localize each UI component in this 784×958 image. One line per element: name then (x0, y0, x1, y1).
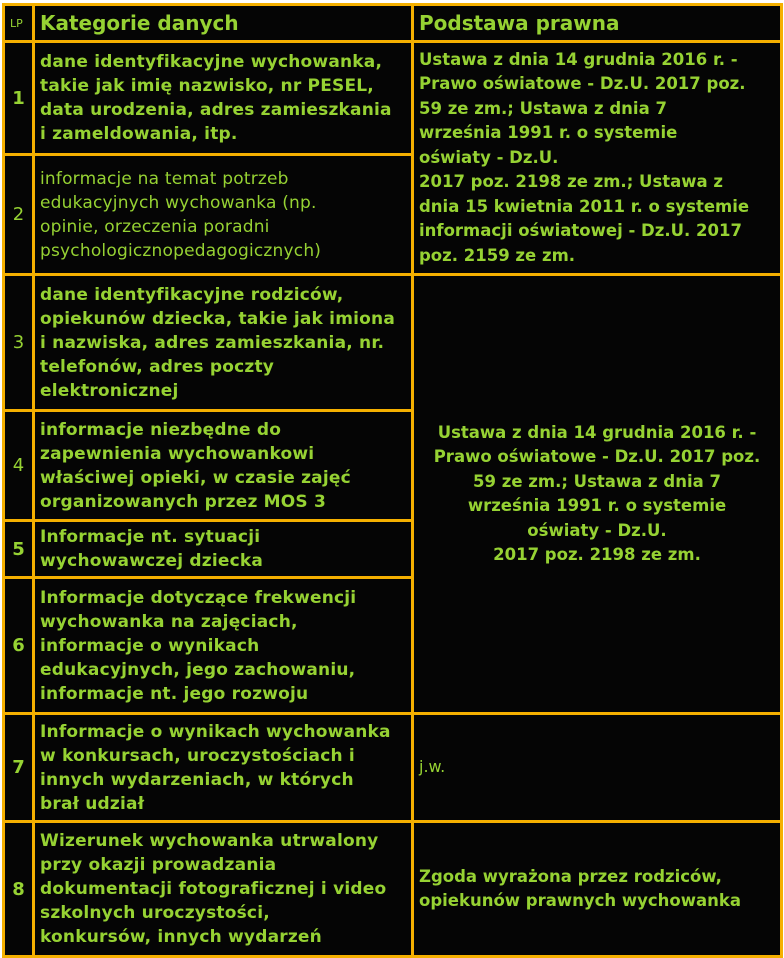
text-line: 59 ze zm.; Ustawa z dnia 7 (419, 98, 667, 118)
text-line: Ustawa z dnia 14 grudnia 2016 r. - (437, 422, 757, 442)
row-number: 4 (4, 411, 34, 521)
header-lp: LP (4, 5, 34, 42)
text-line: oświaty - Dz.U. (419, 147, 559, 167)
text-line: informacji oświatowej - Dz.U. 2017 (419, 221, 742, 241)
text-line: innych wydarzeniach, w których (40, 769, 354, 790)
category-cell (34, 275, 413, 411)
text-line: Zgoda wyrażona przez rodziców, (419, 866, 722, 886)
text-line: dane identyfikacyjne rodziców, (40, 284, 344, 305)
category-cell (34, 411, 413, 521)
table-row (4, 42, 782, 155)
table-row (4, 714, 782, 822)
text-line: informacje niezbędne do (40, 419, 282, 440)
text-line: informacje o wynikach (40, 635, 260, 656)
text-line: j.w. (419, 757, 446, 777)
row-number: 7 (4, 714, 34, 822)
text-line: września 1991 r. o systemie (419, 123, 678, 143)
header-category: Kategorie danych (34, 5, 413, 42)
text-line: 2017 poz. 2198 ze zm.; Ustawa z (419, 172, 724, 192)
text-line: dokumentacji fotograficznej i video (40, 879, 387, 899)
row-number: 6 (4, 578, 34, 714)
text-line: edukacyjnych wychowanka (np. (40, 192, 317, 213)
text-line: opiekunów prawnych wychowanka (419, 891, 741, 910)
text-line: edukacyjnych, jego zachowaniu, (40, 659, 356, 680)
text-line: oświaty - Dz.U. (527, 520, 667, 540)
text-line: szkolnych uroczystości, (40, 903, 270, 923)
text-line: takie jak imię nazwisko, nr PESEL, (40, 76, 374, 96)
text-line: wychowawczej dziecka (40, 551, 264, 571)
header-row (4, 5, 782, 42)
text-line: opiekunów dziecka, takie jak imiona (40, 308, 395, 329)
text-line: informacje na temat potrzeb (40, 168, 289, 189)
text-line: właściwej opieki, w czasie zajęć (40, 467, 351, 488)
text-line: brał udział (40, 793, 145, 814)
text-line: opinie, orzeczenia poradni (40, 216, 270, 237)
text-line: zapewnienia wychowankowi (40, 443, 315, 464)
data-categories-table (2, 3, 783, 958)
row-number: 5 (4, 521, 34, 578)
text-line: w konkursach, uroczystościach i (40, 745, 355, 766)
text-line: dnia 15 kwietnia 2011 r. o systemie (419, 196, 750, 216)
text-line: psychologicznopedagogicznych) (40, 240, 322, 261)
text-line: Informacje nt. sytuacji (40, 527, 261, 547)
text-line: konkursów, innych wydarzeń (40, 927, 322, 947)
legal-basis-cell (413, 42, 782, 275)
text-line: Wizerunek wychowanka utrwalony (40, 831, 379, 851)
category-cell (34, 521, 413, 578)
legal-basis-cell (413, 822, 782, 957)
text-line: i zameldowania, itp. (40, 124, 238, 144)
table-row (4, 822, 782, 957)
text-line: dane identyfikacyjne wychowanka, (40, 52, 383, 72)
text-line: września 1991 r. o systemie (467, 496, 727, 515)
category-cell (34, 822, 413, 957)
category-cell (34, 155, 413, 275)
text-line: informacje nt. jego rozwoju (40, 683, 309, 704)
text-line: przy okazji prowadzania (40, 855, 277, 875)
text-line: Prawo oświatowe - Dz.U. 2017 poz. (433, 447, 761, 466)
text-line: telefonów, adres poczty (40, 356, 275, 377)
legal-basis-cell (413, 714, 782, 822)
header-legal-basis: Podstawa prawna (413, 5, 782, 42)
text-line: 59 ze zm.; Ustawa z dnia 7 (473, 471, 721, 491)
category-cell (34, 578, 413, 714)
table-row (4, 275, 782, 411)
text-line: organizowanych przez MOS 3 (40, 491, 327, 512)
category-cell (34, 42, 413, 155)
text-line: 2017 poz. 2198 ze zm. (493, 545, 701, 564)
text-line: data urodzenia, adres zamieszkania (40, 100, 392, 120)
text-line: elektronicznej (40, 380, 179, 401)
text-line: Informacje dotyczące frekwencji (40, 587, 357, 608)
row-number: 8 (4, 822, 34, 957)
text-line: i nazwiska, adres zamieszkania, nr. (40, 332, 385, 353)
text-line: Informacje o wynikach wychowanka (40, 721, 391, 742)
text-line: Ustawa z dnia 14 grudnia 2016 r. - (419, 49, 738, 69)
text-line: Prawo oświatowe - Dz.U. 2017 poz. (419, 74, 746, 94)
text-line: wychowanka na zajęciach, (40, 611, 298, 632)
legal-basis-cell (413, 275, 782, 714)
text-line: poz. 2159 ze zm. (419, 245, 576, 265)
category-cell (34, 714, 413, 822)
row-number: 2 (4, 155, 34, 275)
row-number: 3 (4, 275, 34, 411)
row-number: 1 (4, 42, 34, 155)
